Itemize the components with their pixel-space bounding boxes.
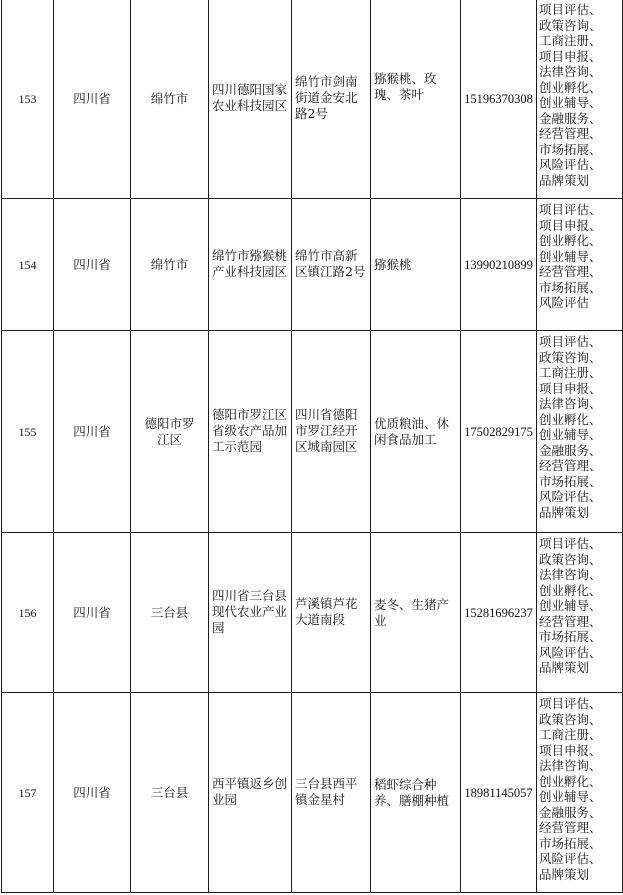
service-item: 创业孵化、 [539,773,602,789]
address-text: 绵竹市高新区镇江路2号 [295,247,366,279]
city-text: 三台县 [150,604,189,620]
industry-text: 优质粮油、休闲食品加工 [374,415,450,447]
service-item: 创业辅导、 [539,95,602,110]
service-item: 项目评估、 [539,536,602,551]
service-item: 品牌策划 [539,172,590,188]
service-item: 政策咨询、 [539,711,602,727]
base-name-text: 西平镇返乡创业园 [212,775,288,807]
phone-cell: 18981145057 [461,693,537,893]
table-row [2,693,623,893]
service-item: 品牌策划 [539,866,590,882]
service-item: 创业孵化、 [539,582,602,598]
industry-cell [371,533,461,693]
services-cell [537,0,623,199]
city-cell [131,693,209,893]
city-text: 绵竹市 [150,256,189,272]
service-item: 市场拓展、 [539,279,602,295]
address-text: 三台县西平镇金星村 [295,775,358,807]
address-text: 绵竹市剑南街道金安北路2号 [295,73,358,121]
service-item: 市场拓展、 [539,473,602,489]
row-number-cell: 153 [2,0,54,199]
service-item: 项目申报、 [539,48,602,64]
base-name-cell [209,199,292,331]
service-item: 法律咨询、 [539,64,602,79]
table-row [2,533,623,693]
service-item: 经营管理、 [539,820,602,835]
industry-cell [371,693,461,893]
service-item: 创业辅导、 [539,598,602,613]
base-name-text: 绵竹市猕猴桃产业科技园区 [212,247,288,279]
base-name-cell [209,0,292,199]
base-name-text: 四川省三台县现代农业产业园 [212,587,288,635]
service-item: 创业辅导、 [539,427,602,442]
service-item: 政策咨询、 [539,551,602,567]
row-number-cell: 155 [2,331,54,533]
province-cell: 四川省 [54,331,131,533]
service-item: 项目评估、 [539,202,602,217]
service-item: 风险评估、 [539,851,602,866]
row-number-cell: 154 [2,199,54,331]
table-row [2,331,623,533]
phone-cell: 13990210899 [461,199,537,331]
service-item: 创业孵化、 [539,233,602,248]
service-item: 金融服务、 [539,442,602,458]
service-item: 政策咨询、 [539,349,602,365]
service-item: 创业孵化、 [539,411,602,427]
address-cell [292,0,371,199]
address-cell [292,331,371,533]
table-row [2,199,623,331]
service-item: 金融服务、 [539,804,602,820]
service-item: 经营管理、 [539,458,602,473]
base-name-cell [209,693,292,893]
province-cell: 四川省 [54,0,131,199]
service-item: 金融服务、 [539,110,602,126]
service-item: 创业辅导、 [539,789,602,804]
base-name-text: 四川德阳国家农业科技园区 [212,81,288,113]
city-text: 德阳市罗江区 [144,415,195,447]
industry-text: 麦冬、生猪产业 [374,596,450,628]
service-item: 风险评估、 [539,489,602,504]
service-item: 经营管理、 [539,613,602,629]
service-item: 市场拓展、 [539,835,602,851]
industry-text: 稻虾综合种养、膳棚种植 [374,776,450,808]
service-item: 项目申报、 [539,217,602,233]
city-cell [131,199,209,331]
service-item: 工商注册、 [539,727,602,742]
address-cell [292,533,371,693]
services-list [539,202,622,311]
services-list [539,334,622,520]
service-item: 项目申报、 [539,742,602,758]
city-text: 绵竹市 [150,90,189,106]
service-item: 市场拓展、 [539,141,602,157]
services-list [539,696,622,882]
industry-cell [371,199,461,331]
row-number-cell: 157 [2,693,54,893]
service-item: 风险评估、 [539,157,602,172]
province-cell: 四川省 [54,199,131,331]
service-item: 创业孵化、 [539,79,602,95]
address-cell [292,199,371,331]
service-item: 品牌策划 [539,504,590,520]
address-text: 芦溪镇芦花大道南段 [295,595,358,627]
industry-text: 猕猴桃 [374,256,412,272]
services-cell [537,693,623,893]
table-row [2,0,623,199]
services-list [539,2,622,188]
service-item: 法律咨询、 [539,567,602,582]
service-item: 市场拓展、 [539,629,602,644]
city-cell [131,331,209,533]
service-item: 创业辅导、 [539,248,602,264]
service-item: 工商注册、 [539,33,602,48]
city-cell [131,533,209,693]
entrepreneurship-park-table [1,0,623,893]
base-name-cell [209,533,292,693]
base-name-text: 德阳市罗江区省级农产品加工示范园 [212,406,288,454]
services-list [539,536,622,676]
phone-cell: 17502829175 [461,331,537,533]
city-text: 三台县 [150,784,189,800]
province-cell: 四川省 [54,533,131,693]
service-item: 项目评估、 [539,2,602,17]
services-cell [537,331,623,533]
address-text: 四川省德阳市罗江经开区城南园区 [295,406,358,454]
industry-cell [371,331,461,533]
service-item: 风险评估、 [539,644,602,660]
phone-cell: 15281696237 [461,533,537,693]
address-cell [292,693,371,893]
base-name-cell [209,331,292,533]
service-item: 经营管理、 [539,126,602,141]
service-item: 政策咨询、 [539,17,602,33]
phone-cell: 15196370308 [461,0,537,199]
service-item: 法律咨询、 [539,758,602,773]
service-item: 风险评估 [539,295,590,310]
province-cell: 四川省 [54,693,131,893]
city-cell [131,0,209,199]
service-item: 工商注册、 [539,365,602,380]
service-item: 法律咨询、 [539,396,602,411]
services-cell [537,199,623,331]
service-item: 项目评估、 [539,334,602,349]
service-item: 项目申报、 [539,380,602,396]
industry-text: 猕猴桃、玫瑰、茶叶 [374,70,437,102]
services-cell [537,533,623,693]
service-item: 经营管理、 [539,264,602,279]
service-item: 项目评估、 [539,696,602,711]
service-item: 品牌策划 [539,660,590,675]
row-number-cell: 156 [2,533,54,693]
industry-cell [371,0,461,199]
